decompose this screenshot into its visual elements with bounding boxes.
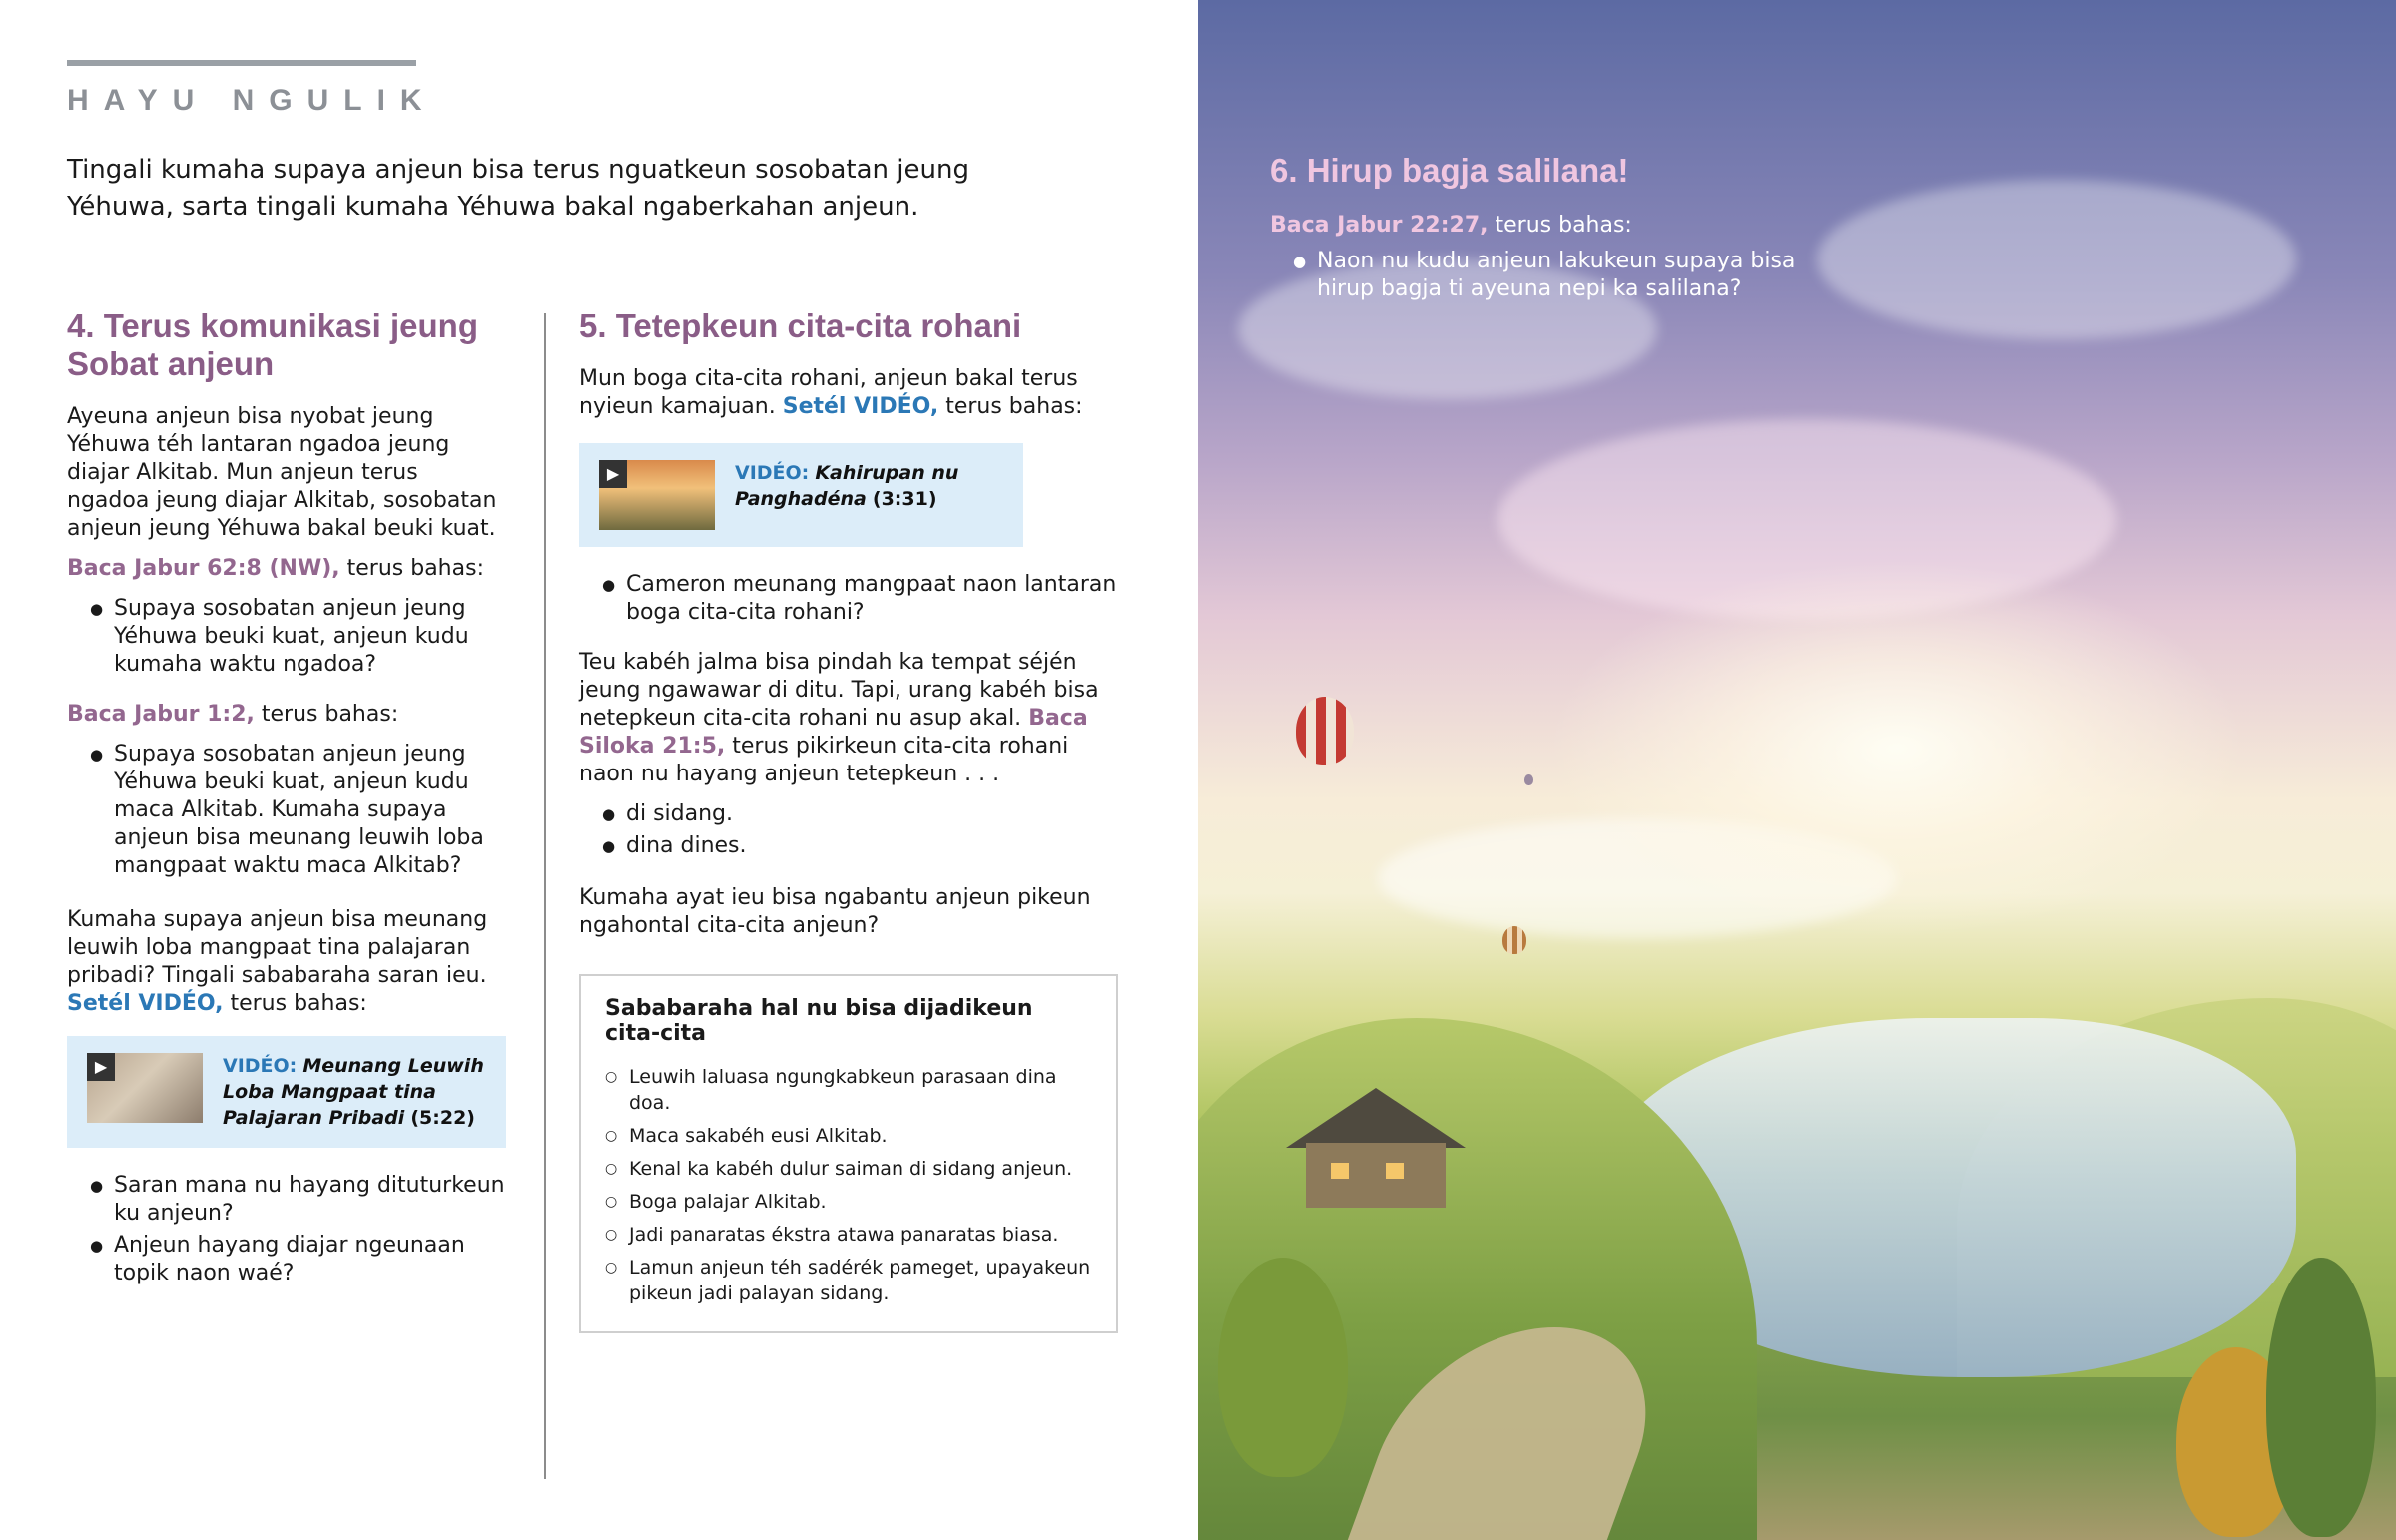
section-5-title: 5. Tetepkeun cita-cita rohani <box>579 307 1022 344</box>
goal-item: ○ Lamun anjeun téh sadérék pameget, upayakeun pikeun jadi palayan sidang. <box>629 1255 1092 1306</box>
section-4-video-prompt <box>67 990 506 1018</box>
video-label: VIDÉO: <box>223 1055 298 1077</box>
section-6 <box>1270 152 1829 317</box>
video-title: Meunang Leuwih Loba Mangpaat tina Palajaran Pribadi <box>223 1055 484 1129</box>
section-5-para1 <box>579 365 1118 421</box>
section-4-questions-1 <box>67 595 506 679</box>
goal-item: ○ Boga palajar Alkitab. <box>629 1189 1092 1215</box>
goal-item: ○ Jadi panaratas ékstra atawa panaratas biasa. <box>629 1222 1092 1248</box>
read-rest: terus bahas: <box>1488 213 1632 238</box>
section-4-para2: Kumaha supaya anjeun bisa meunang leuwih loba mangpaat tina palajaran pribadi? Tingali sababaraha saran ieu. <box>67 907 488 988</box>
goal-item: ○ Kenal ka kabéh dulur saiman di sidang anjeun. <box>629 1156 1092 1182</box>
question-item: ● Naon nu kudu anjeun lakukeun supaya bisa hirup bagja ti ayeuna nepi ka salilana? <box>1317 248 1829 303</box>
section-6-title: 6. Hirup bagja salilana! <box>1270 152 1629 189</box>
section-6-questions <box>1270 248 1829 303</box>
section-5-para2 <box>579 649 1118 788</box>
cloud <box>1817 180 2296 339</box>
goal-item: ○ Leuwih laluasa ngungkabkeun parasaan dina doa. <box>629 1064 1092 1116</box>
question-item: ● Saran mana nu hayang dituturkeun ku anjeun? <box>114 1172 506 1228</box>
question-item: ● Supaya sosobatan anjeun jeung Yéhuwa beuki kuat, anjeun kudu kumaha waktu ngadoa? <box>114 595 506 679</box>
video-card-personal-study[interactable] <box>67 1036 506 1148</box>
play-video-link[interactable]: Setél VIDÉO, <box>67 991 224 1016</box>
tree <box>2266 1258 2376 1537</box>
read1-rest: terus bahas: <box>339 556 484 581</box>
video-label: VIDÉO: <box>735 462 810 484</box>
house-window <box>1386 1163 1404 1179</box>
video-prompt-rest: terus bahas: <box>938 394 1083 419</box>
intro-paragraph: Tingali kumaha supaya anjeun bisa terus nguatkeun sosobatan jeung Yéhuwa, sarta tingali kumaha Yéhuwa bakal ngaberkahan anjeun. <box>67 155 969 222</box>
video-card-best-life[interactable] <box>579 443 1023 547</box>
section-4 <box>67 307 506 1301</box>
question-item: ● Cameron meunang mangpaat naon lantaran boga cita-cita rohani? <box>626 571 1118 627</box>
video-title: Kahirupan nu Panghadéna <box>735 462 959 510</box>
play-icon[interactable]: ▶ <box>599 460 627 488</box>
goal-item: ○ Maca sakabéh eusi Alkitab. <box>629 1123 1092 1149</box>
section-4-read1 <box>67 555 506 583</box>
hot-air-balloon <box>1524 774 1533 785</box>
scripture-link-psalm-22-27[interactable]: Baca Jabur 22:27, <box>1270 213 1489 238</box>
goal-option: ● dina dines. <box>626 832 1118 860</box>
column-divider <box>544 313 546 1479</box>
goals-list <box>605 1064 1092 1306</box>
goal-option: ● di sidang. <box>626 800 1118 828</box>
scripture-link-psalm-1-2[interactable]: Baca Jabur 1:2, <box>67 702 255 727</box>
play-icon[interactable]: ▶ <box>87 1053 115 1081</box>
video-duration: (5:22) <box>410 1107 475 1129</box>
video-prompt-rest: terus bahas: <box>223 991 367 1016</box>
house <box>1286 1088 1456 1208</box>
section-4-read2 <box>67 701 506 729</box>
scripture-link-psalm-62-8[interactable]: Baca Jabur 62:8 (NW), <box>67 556 340 581</box>
goals-box-title: Sababaraha hal nu bisa dijadikeun cita-cita <box>605 996 1033 1046</box>
play-video-link[interactable]: Setél VIDÉO, <box>782 394 939 419</box>
section-5-para3: Kumaha ayat ieu bisa ngabantu anjeun pikeun ngahontal cita-cita anjeun? <box>579 885 1091 938</box>
section-4-questions-3 <box>67 1172 506 1287</box>
house-roof <box>1286 1088 1466 1148</box>
header-rule <box>67 60 416 66</box>
read2-rest: terus bahas: <box>254 702 399 727</box>
video-thumbnail[interactable] <box>87 1053 203 1123</box>
scripture-link-proverbs-21-5[interactable]: Baca Siloka 21:5, <box>579 706 1088 759</box>
section-5-options <box>579 800 1118 860</box>
hot-air-balloon <box>1502 926 1526 954</box>
question-item: ● Anjeun hayang diajar ngeunaan topik naon waé? <box>114 1232 506 1287</box>
hot-air-balloon <box>1296 697 1354 765</box>
section-4-title: 4. Terus komunikasi jeung Sobat anjeun <box>67 307 479 382</box>
house-body <box>1306 1143 1446 1208</box>
section-5 <box>579 307 1118 1333</box>
video-thumbnail[interactable] <box>599 460 715 530</box>
section-4-questions-2 <box>67 741 506 880</box>
section-4-para1: Ayeuna anjeun bisa nyobat jeung Yéhuwa téh lantaran ngadoa jeung diajar Alkitab. Mun anjeun terus ngadoa jeung diajar Alkitab, sosobatan anjeun jeung Yéhuwa bakal beuki kuat. <box>67 404 497 541</box>
video-caption <box>735 460 1003 512</box>
para2-text: Teu kabéh jalma bisa pindah ka tempat séjén jeung ngawawar di ditu. Tapi, urang kabéh bisa netepkeun cita-cita rohani nu asup akal. <box>579 650 1099 731</box>
section-6-read <box>1270 212 1829 240</box>
video-duration: (3:31) <box>872 488 937 510</box>
question-item: ● Supaya sosobatan anjeun jeung Yéhuwa beuki kuat, anjeun kudu maca Alkitab. Kumaha supaya anjeun bisa meunang leuwih loba mangpaat waktu maca Alkitab? <box>114 741 506 880</box>
kicker-heading: HAYU NGULIK <box>67 84 437 117</box>
sun-glow <box>1547 559 2246 938</box>
goals-box <box>579 974 1118 1333</box>
para2-rest: terus pikirkeun cita-cita rohani naon nu hayang anjeun tetepkeun . . . <box>579 734 1069 786</box>
video-caption <box>223 1053 486 1131</box>
house-window <box>1331 1163 1349 1179</box>
tree <box>1218 1258 1348 1477</box>
section-5-questions-1 <box>579 571 1118 627</box>
para1-text: Mun boga cita-cita rohani, anjeun bakal terus nyieun kamajuan. <box>579 366 1078 419</box>
